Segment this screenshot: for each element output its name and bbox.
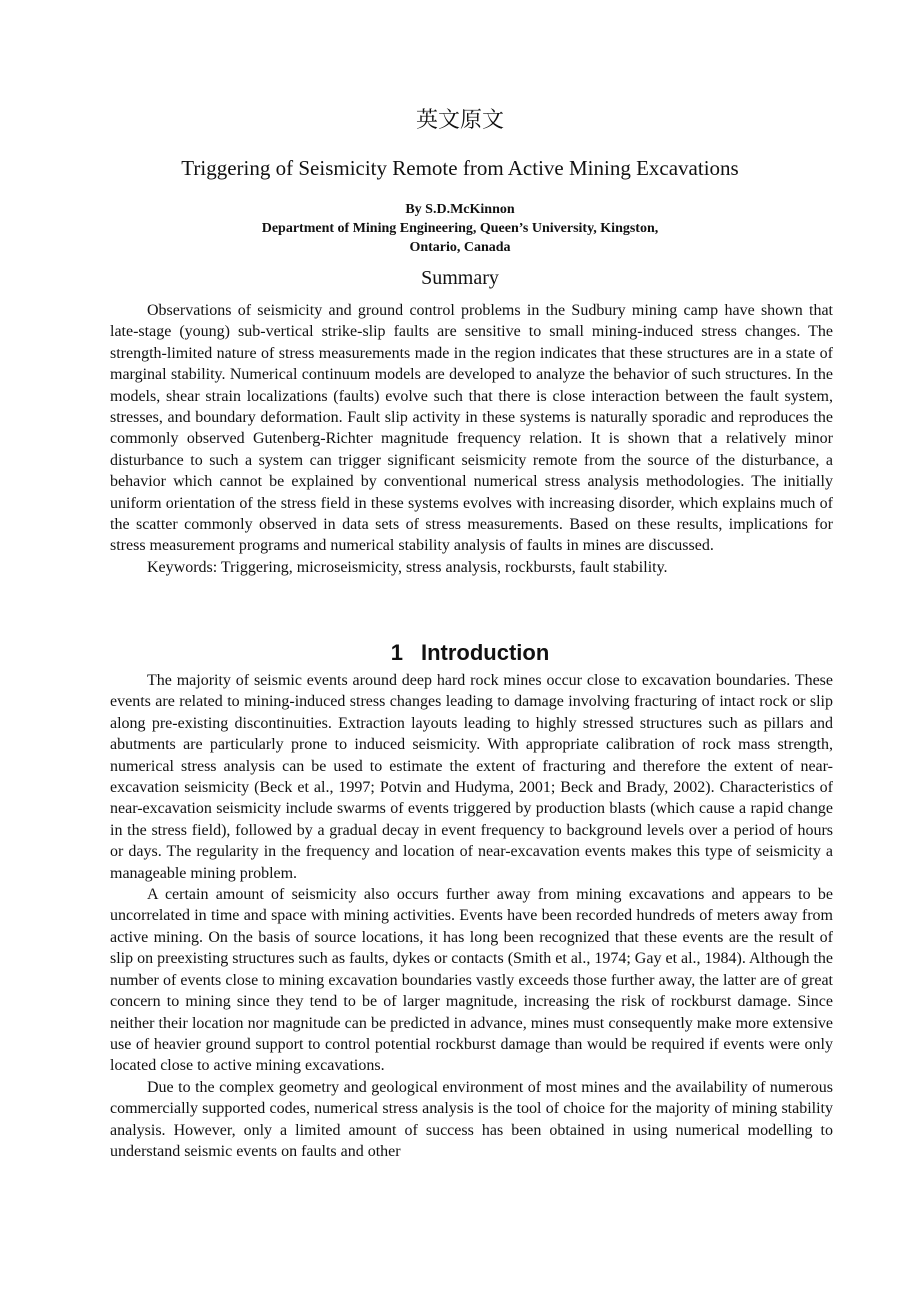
introduction-heading	[0, 638, 920, 668]
affiliation-line-2: Ontario, Canada	[409, 240, 511, 255]
intro-paragraph-3: Due to the complex geometry and geological environment of most mines and the availability of numerous commercially supported codes, numerical stress analysis is the tool of choice for the majority of mining stability analysis. However, only a limited amount of success has been obtained in using numerical modelling to understand seismic events on faults and other	[110, 1078, 833, 1160]
summary-heading: Summary	[421, 267, 499, 289]
byline: By S.D.McKinnon	[405, 202, 515, 217]
section-title: Introduction	[420, 640, 550, 665]
author-block	[0, 200, 920, 257]
intro-paragraph-1: The majority of seismic events around deep hard rock mines occur close to excavation boundaries. These events are related to mining-induced stress changes leading to damage involving fracturing of intact rock or slip along pre-existing discontinuities. Extraction layouts leading to highly stressed structures such as pillars and abutments are particularly prone to induced seismicity. With appropriate calibration of rock mass strength, numerical stress analysis can be used to estimate the extent of fracturing and therefore the extent of near-excavation seismicity (Beck et al., 1997; Potvin and Hudyma, 2001; Beck and Brady, 2002). Characteristics of near-excavation seismicity include swarms of events triggered by production blasts (which cause a rapid change in the stress field), followed by a gradual decay in event frequency to background levels over a period of hours or days. The regularity in the frequency and location of near-excavation events makes this type of seismicity a manageable mining problem.	[110, 672, 833, 882]
summary-paragraph: Observations of seismicity and ground control problems in the Sudbury mining camp have shown that late-stage (young) sub-vertical strike-slip faults are sensitive to small mining-induced stress changes. The strength-limited nature of stress measurements made in the region indicates that these structures are in a state of marginal stability. Numerical continuum models are developed to analyze the behavior of such structures. In the models, shear strain localizations (faults) evolve such that there is close interaction between the fault system, stresses, and boundary deformation. Fault slip activity in these systems is naturally sporadic and reproduces the commonly observed Gutenberg-Richter magnitude frequency relation. It is shown that a relatively minor disturbance to such a system can trigger significant seismicity remote from the source of the disturbance, a behavior which cannot be explained by conventional numerical stress analysis methodologies. The initially uniform orientation of the stress field in these systems evolves with increasing disorder, which explains much of the scatter commonly observed in data sets of stress measurements. Based on these results, implications for stress measurement programs and numerical stability analysis of faults in mines are discussed.	[110, 302, 833, 555]
keywords-line: Keywords: Triggering, microseismicity, stress analysis, rockbursts, fault stability.	[147, 558, 668, 576]
section-number: 1	[390, 640, 403, 665]
chinese-heading: 英文原文	[415, 108, 504, 133]
paper-title: Triggering of Seismicity Remote from Active Mining Excavations	[181, 156, 739, 180]
affiliation-line-1: Department of Mining Engineering, Queen’s University, Kingston,	[261, 221, 659, 236]
summary-section	[110, 300, 833, 578]
introduction-section	[110, 670, 833, 1162]
intro-paragraph-2: A certain amount of seismicity also occurs further away from mining excavations and appears to be uncorrelated in time and space with mining activities. Events have been recorded hundreds of meters away from active mining. On the basis of source locations, it has long been recognized that these events are the result of slip on preexisting structures such as faults, dykes or contacts (Smith et al., 1974; Gay et al., 1984). Although the number of events close to mining excavation boundaries vastly exceeds those further away, the latter are of great concern to mining since they tend to be of larger magnitude, increasing the risk of rockburst damage. Since neither their location nor magnitude can be predicted in advance, mines must consequently make more extensive use of heavier ground support to control potential rockburst damage than would be required if events were only located close to active mining excavations.	[110, 886, 833, 1075]
